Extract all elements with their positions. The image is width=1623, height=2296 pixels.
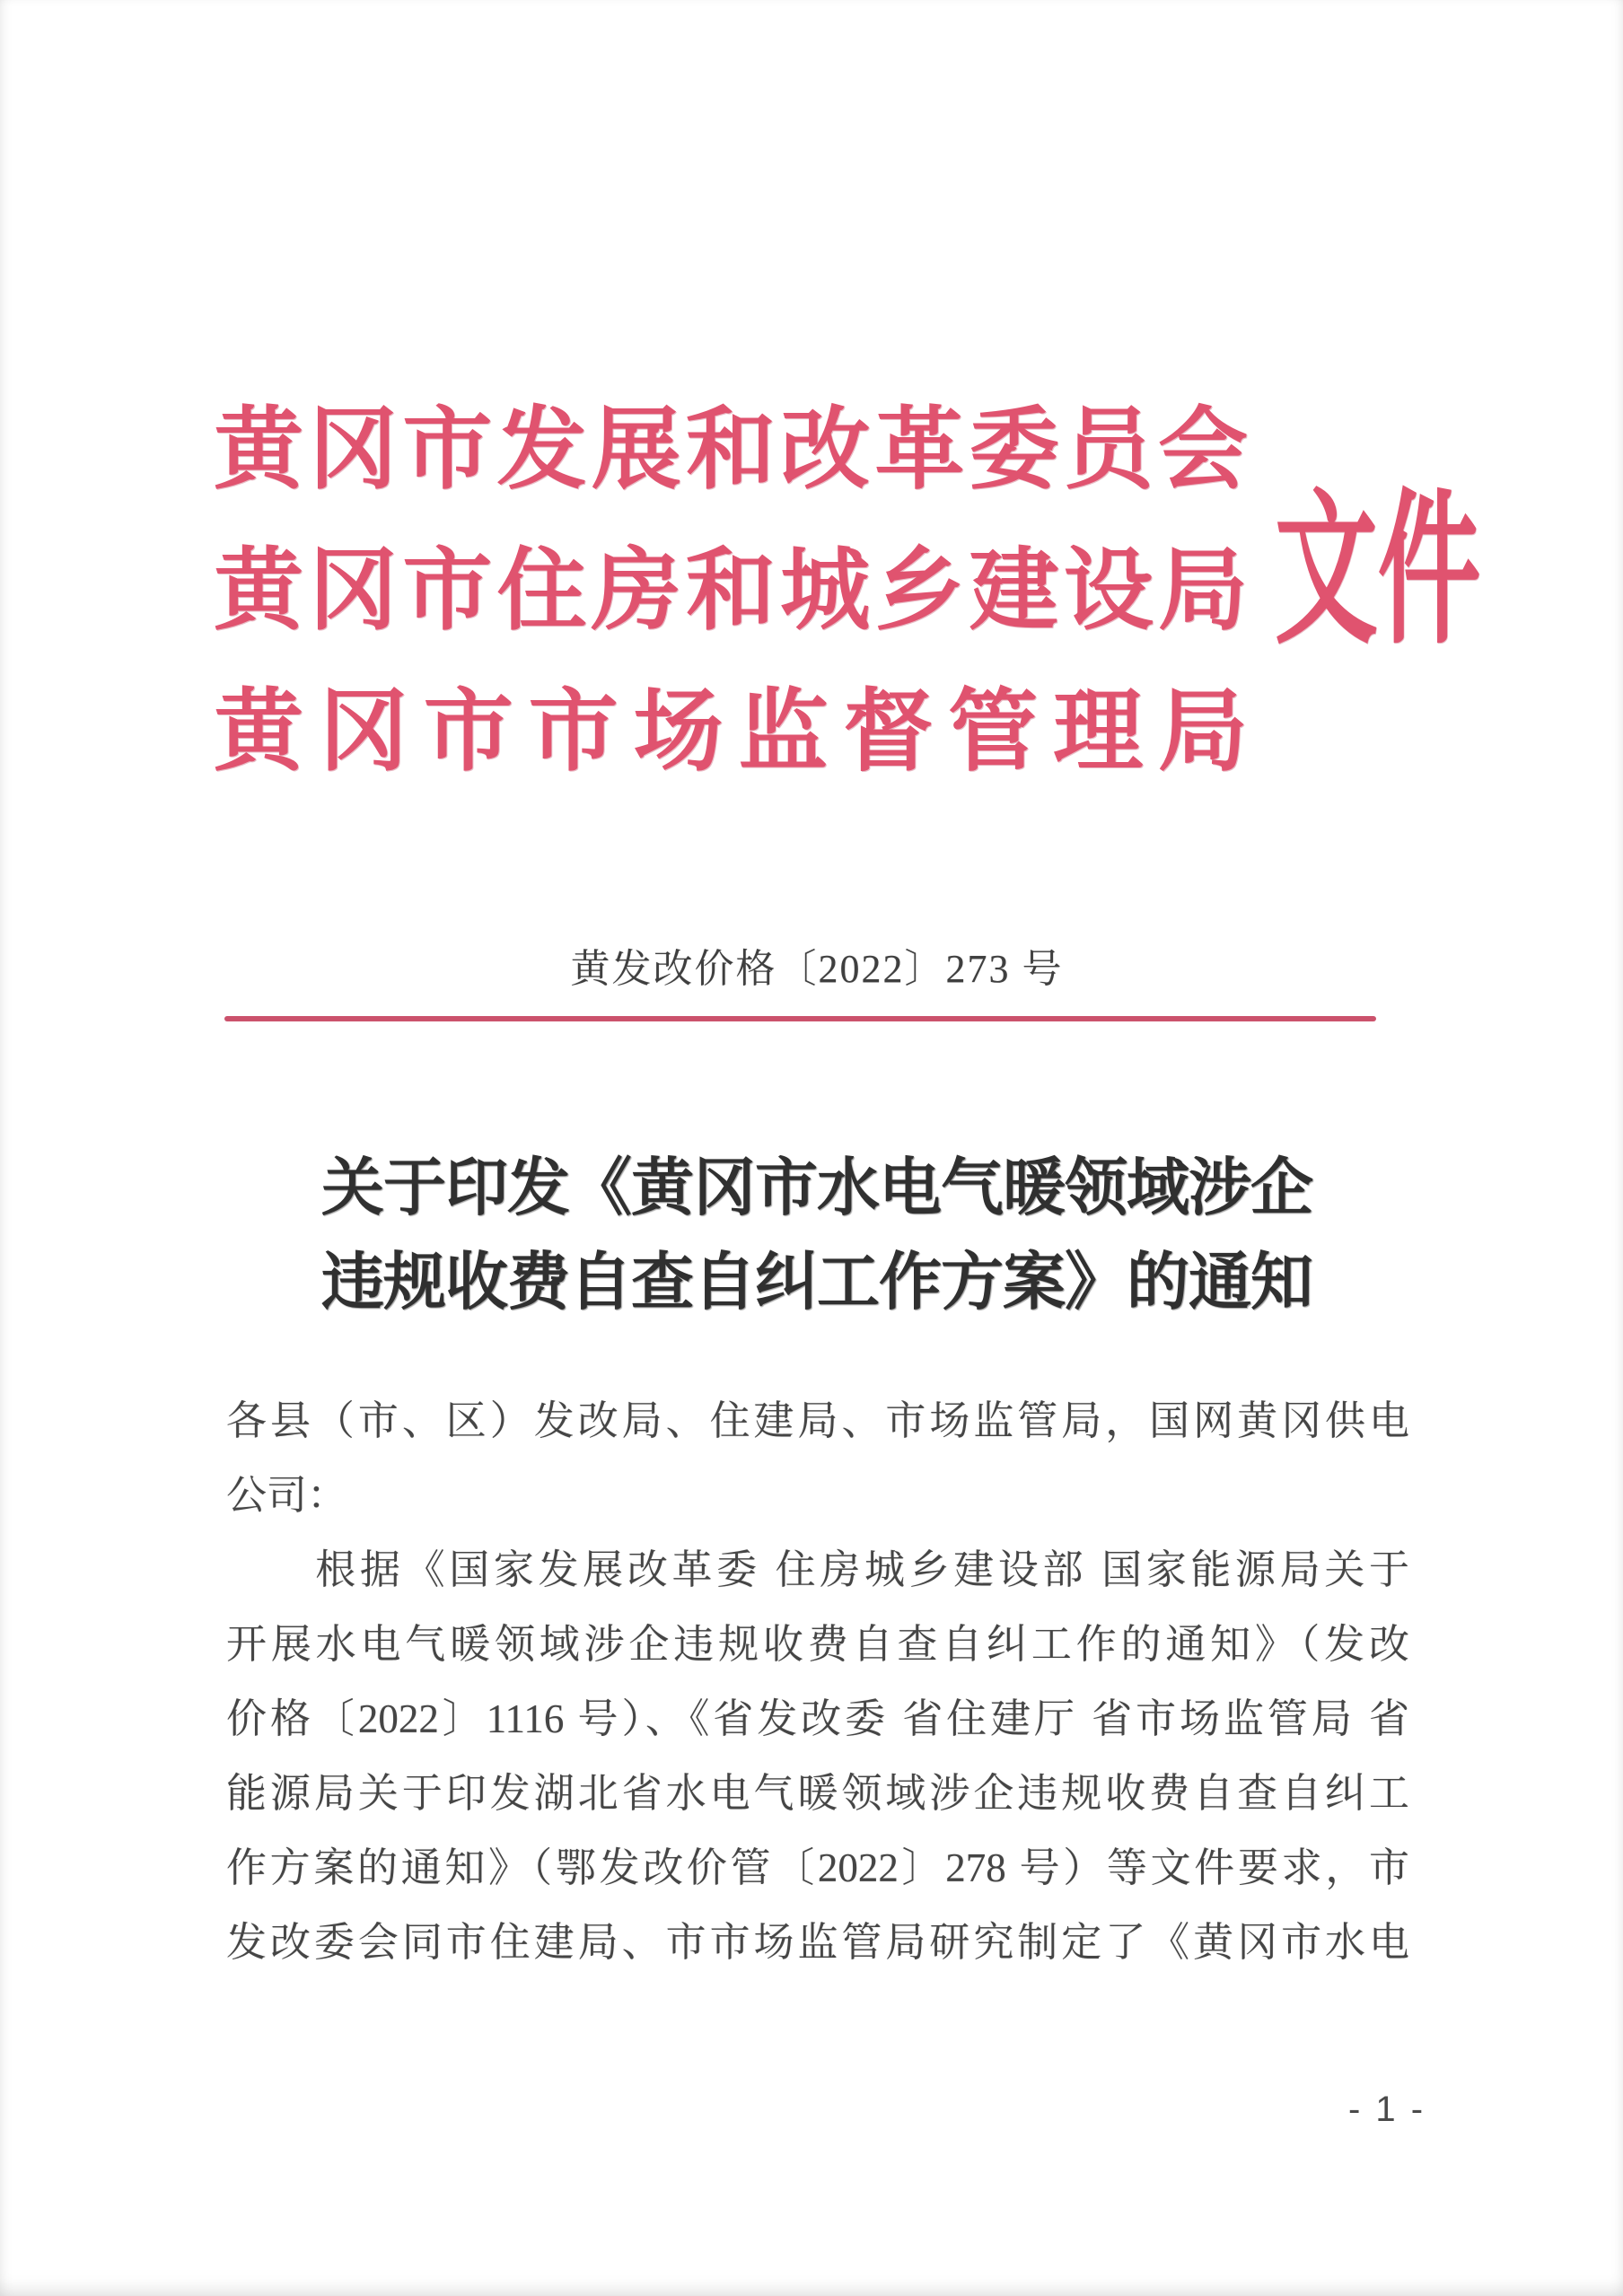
body-line: 价格〔2022〕1116 号）、《省发改委 省住建厅 省市场监管局 省: [226, 1696, 1409, 1741]
page-number: - 1 -: [1347, 2090, 1426, 2129]
red-divider-rule: [224, 1016, 1376, 1021]
doc-number: 黄发改价格〔2022〕273 号: [570, 947, 1064, 991]
title-line: 关于印发《黄冈市水电气暖领域涉企: [321, 1154, 1312, 1223]
title-line: 违规收费自查自纠工作方案》的通知: [321, 1249, 1312, 1318]
letterhead-org-names: [214, 400, 1248, 782]
body-line: 公司：: [226, 1473, 348, 1518]
body-line: 开展水电气暖领域涉企违规收费自查自纠工作的通知》（发改: [226, 1622, 1409, 1667]
org-name-line: 黄冈市住房和城乡建设局: [214, 541, 1248, 641]
doc-type-label: 文件: [1275, 480, 1481, 664]
document-title: [224, 1142, 1409, 1330]
org-name-line: 黄冈市市场监督管理局: [214, 682, 1248, 782]
body-line: 作方案的通知》（鄂发改价管〔2022〕278 号）等文件要求，市: [226, 1845, 1409, 1890]
org-name-line: 黄冈市发展和改革委员会: [214, 400, 1248, 500]
body-line: 能源局关于印发湖北省水电气暖领域涉企违规收费自查自纠工: [226, 1771, 1409, 1816]
body-line: 发改委会同市住建局、市市场监管局研究制定了《黄冈市水电: [226, 1920, 1409, 1965]
body-text: [226, 1384, 1409, 1980]
body-line: 各县（市、区）发改局、住建局、市场监管局，国网黄冈供电: [226, 1398, 1409, 1443]
body-line: 根据《国家发展改革委 住房城乡建设部 国家能源局关于: [226, 1547, 1409, 1592]
